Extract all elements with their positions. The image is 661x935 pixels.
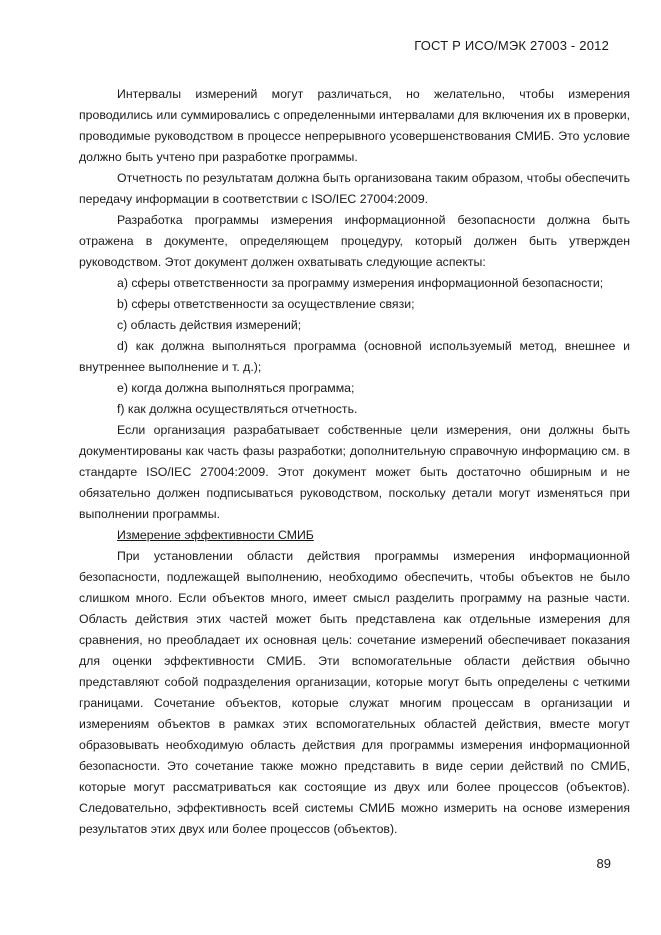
list-item-f: f) как должна осуществляться отчетность. bbox=[117, 402, 358, 416]
page-body bbox=[79, 84, 630, 840]
paragraph-reporting: Отчетность по результатам должна быть организована таким образом, чтобы обеспечить передачу информации в соответствии с ISO/IEC 27004:2009. bbox=[79, 171, 630, 206]
paragraph-program-development: Разработка программы измерения информационной безопасности должна быть отражена в документе, определяющем процедуру, который должен быть утвержден руководством. Этот документ должен охватывать следующие аспекты: bbox=[79, 213, 630, 269]
paragraph-measurement-intervals: Интервалы измерений могут различаться, но желательно, чтобы измерения проводились или суммировались с определенными интервалами для включения их в проверки, проводимые руководством в процессе непрерывного усовершенствования СМИБ. Это условие должно быть учтено при разработке программы. bbox=[79, 87, 630, 164]
paragraph-scope: При установлении области действия программы измерения информационной безопасности, подлежащей выполнению, необходимо обеспечить, чтобы объектов не было слишком много. Если объектов много, имеет смысл разделить программу на разные части. Область действия этих частей может быть представлена как отдельные измерения для сравнения, но преобладает их основная цель: сочетание измерений обеспечивает показания для оценки эффективности СМИБ. Эти вспомогательные области действия обычно представляют собой подразделения организации, которые могут быть определены с четкими границами. Сочетание объектов, которые служат многим процессам в организации и измерениям объектов в рамках этих вспомогательных областей действия, вместе могут образовывать необходимую область действия для программы измерения информационной безопасности. Это сочетание также можно представить в виде серии действий по СМИБ, которые могут рассматриваться как состоящие из двух или более процессов (объектов). Следовательно, эффективность всей системы СМИБ можно измерить на основе измерения результатов этих двух или более процессов (объектов). bbox=[79, 549, 630, 836]
list-item-b: b) сферы ответственности за осуществление связи; bbox=[117, 297, 415, 311]
document-id-header: ГОСТ Р ИСО/МЭК 27003 - 2012 bbox=[414, 38, 609, 53]
list-item-a: а) сферы ответственности за программу измерения информационной безопасности; bbox=[117, 276, 604, 290]
subheading-isms-effectiveness: Измерение эффективности СМИБ bbox=[117, 528, 314, 542]
subheading-line bbox=[79, 525, 630, 546]
list-item-d: d) как должна выполняться программа (основной используемый метод, внешнее и внутреннее выполнение и т. д.); bbox=[79, 339, 630, 374]
page-number: 89 bbox=[596, 856, 611, 871]
list-item-e: е) когда должна выполняться программа; bbox=[117, 381, 355, 395]
list-item-c: с) область действия измерений; bbox=[117, 318, 302, 332]
paragraph-own-objectives: Если организация разрабатывает собственные цели измерения, они должны быть документированы как часть фазы разработки; дополнительную справочную информацию см. в стандарте ISO/IEC 27004:2009. Этот документ может быть достаточно обширным и не обязательно должен подписываться руководством, поскольку детали могут изменяться при выполнении программы. bbox=[79, 423, 630, 521]
